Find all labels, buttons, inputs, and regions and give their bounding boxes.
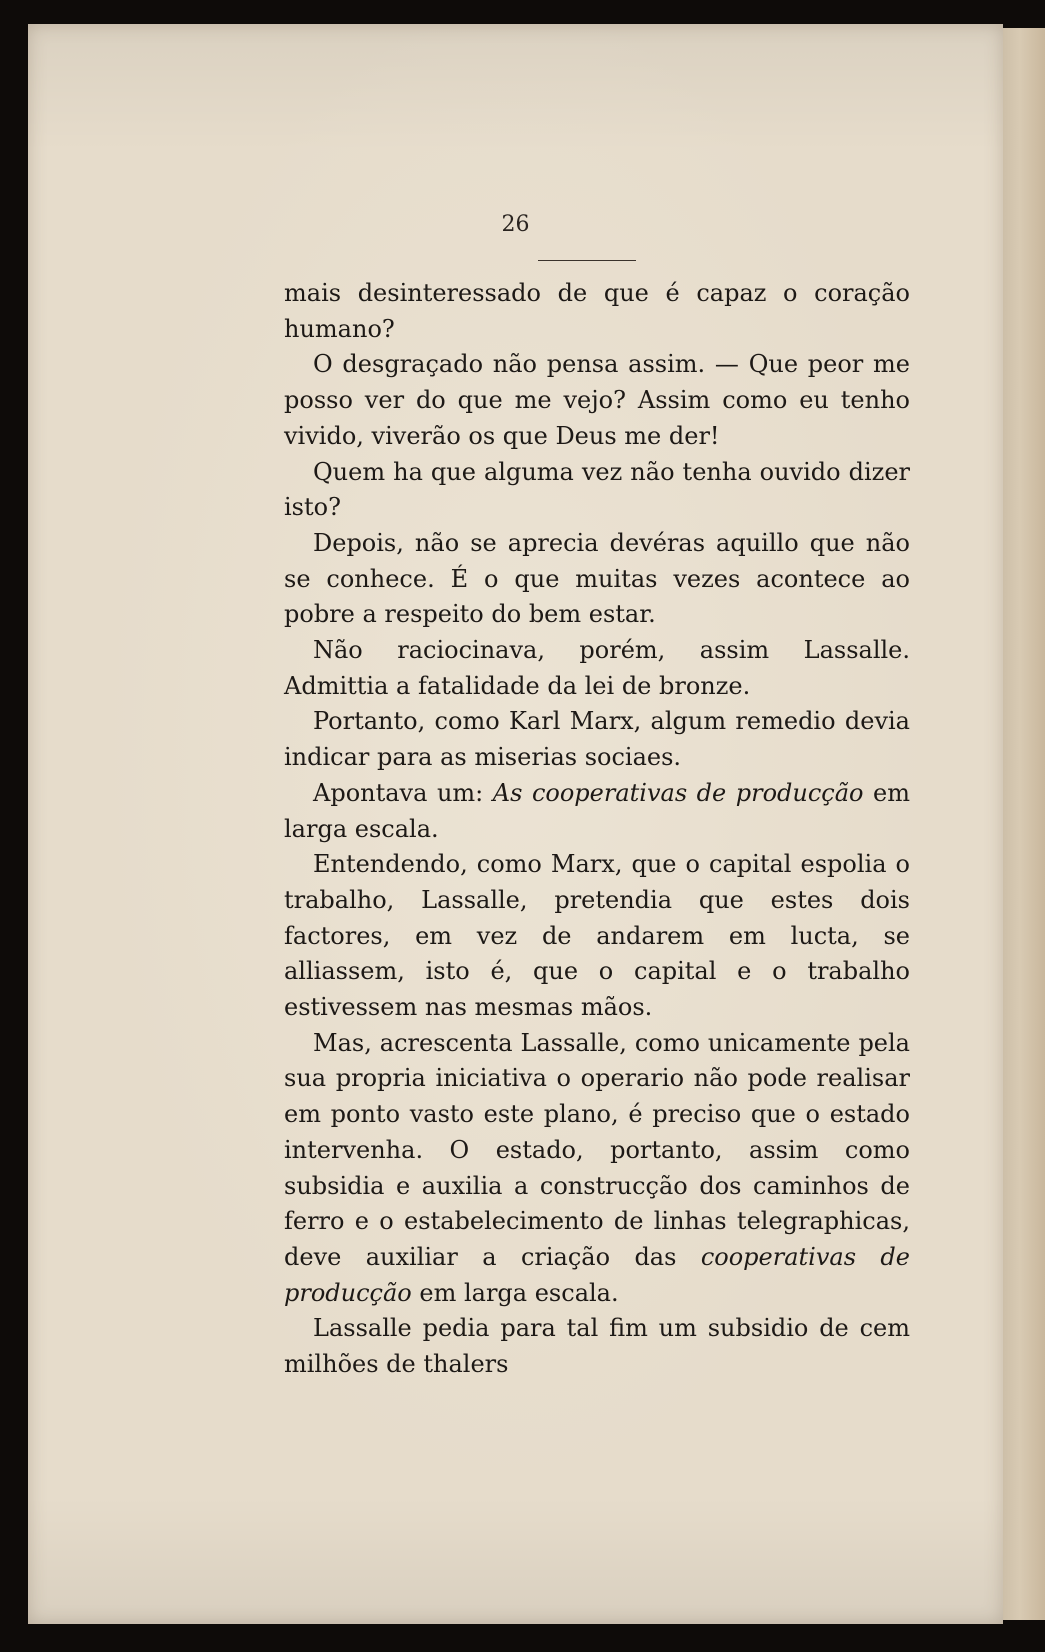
text-run: Apontava um: [313,778,493,807]
italic-phrase: cooperativas de producção [284,1242,911,1307]
text-run: Mas, acrescenta Lassalle, como unicamente pela sua propria iniciativa o operario não pode realisar em ponto vasto este plano, é preciso que o estado intervenha. O estado, portanto, assim como subsidia e auxilia a construcção dos caminhos de ferro e o estabelecimento de linhas telegraphicas, deve auxiliar a criação das [284,1028,910,1271]
header-rule [538,260,636,261]
text-run: Portanto, como Karl Marx, algum remedio devia indicar para as miserias sociaes. [284,707,910,772]
text-run: Entendendo, como Marx, que o capital espolia o trabalho, Lassalle, pretendia que estes dois factores, em vez de andarem em lucta, se alliassem, isto é, que o capital e o trabalho estivessem nas mesmas mãos. [284,850,910,1022]
text-run: O desgraçado não pensa assim. — Que peor me posso ver do que me vejo? Assim como eu tenho vivido, viverão os que Deus me der! [284,350,910,450]
text-run: Quem ha que alguma vez não tenha ouvido dizer isto? [284,457,910,522]
text-run: Lassalle pedia para tal fim um subsidio de cem milhões de thalers [284,1314,910,1379]
paragraph [284,347,910,454]
paragraph [284,704,910,775]
text-run: em larga escala. [411,1278,619,1307]
paragraph [284,633,910,704]
paragraph [284,847,910,1026]
text-run: Não raciocinava, porém, assim Lassalle. Admittia a fatalidade da lei de bronze. [284,636,910,700]
next-page-edge [1003,28,1045,1620]
italic-phrase: As cooperativas de producção [492,778,864,807]
page-number: 26 [501,212,530,237]
body-text [284,276,910,1383]
text-run: em larga escala. [284,778,911,843]
text-run: Depois, não se aprecia devéras aquillo que não se conhece. É o que muitas vezes acontece ao pobre a respeito do bem estar. [284,528,910,629]
text-run: mais desinteressado de que é capaz o coração humano? [284,279,910,343]
paragraph [284,1311,910,1382]
paragraph [284,526,910,633]
paragraph [284,776,910,847]
paragraph [284,455,910,526]
paragraph [284,276,910,347]
book-page [28,24,1003,1624]
paragraph [284,1026,910,1312]
